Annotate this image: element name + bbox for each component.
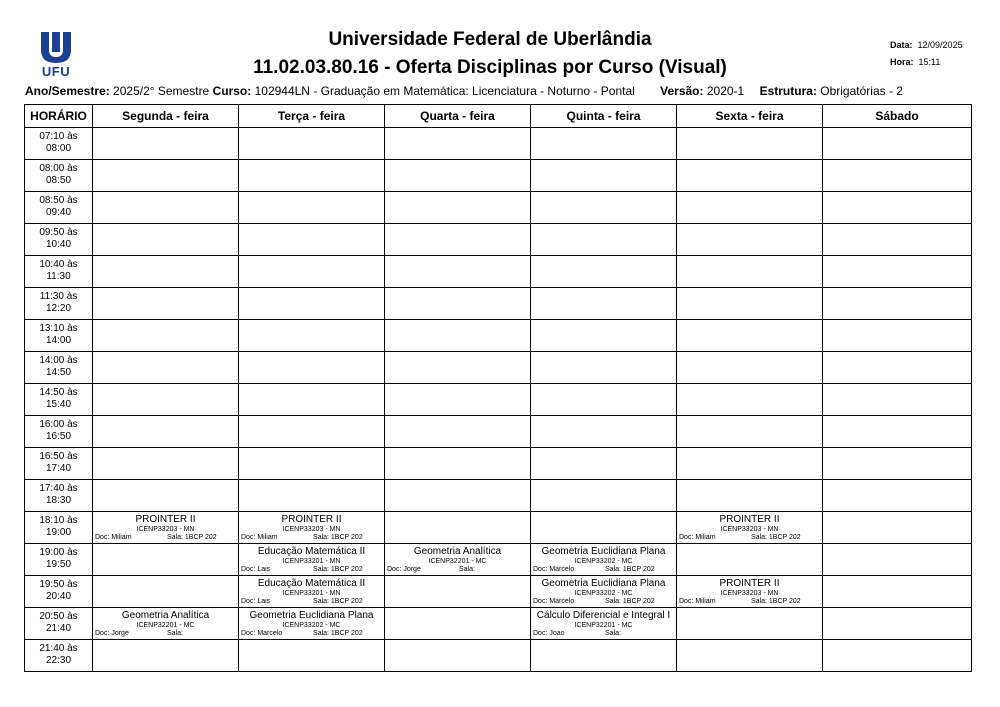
time-slot-cell xyxy=(25,256,93,288)
schedule-cell xyxy=(531,320,677,352)
time-slot-cell xyxy=(25,224,93,256)
schedule-cell xyxy=(385,352,531,384)
schedule-cell xyxy=(239,640,385,672)
time-slot-cell xyxy=(25,160,93,192)
schedule-cell xyxy=(239,192,385,224)
class-room: Sala: 1BCP 202 xyxy=(313,534,363,541)
time-slot-end: 15:40 xyxy=(45,399,72,410)
class-teacher: Doc: Miliam xyxy=(679,534,716,541)
time-slot-start: 14:50 às xyxy=(39,387,78,398)
class-code: ICENP32201 - MC xyxy=(136,622,195,629)
schedule-cell xyxy=(239,576,385,608)
class-teacher: Doc: Lais xyxy=(241,598,271,605)
structure-label: Estrutura: xyxy=(759,84,817,98)
table-row xyxy=(25,480,972,512)
report-header xyxy=(0,0,1000,100)
schedule-cell xyxy=(239,544,385,576)
class-code: ICENP32201 - MC xyxy=(574,622,633,629)
class-name: Geometria Analítica xyxy=(413,546,502,557)
course-info-line xyxy=(25,84,903,98)
class-code: ICENP33202 - MC xyxy=(574,558,633,565)
class-name: PROINTER II xyxy=(135,514,196,525)
class-name: Geometria Euclidiana Plana xyxy=(541,578,666,589)
class-room: Sala: 1BCP 202 xyxy=(751,598,801,605)
class-code: ICENP33203 - MN xyxy=(720,526,779,533)
class-code: ICENP32201 - MC xyxy=(428,558,487,565)
class-entry xyxy=(239,544,384,575)
class-room: Sala: xyxy=(605,630,621,637)
table-header-row xyxy=(25,105,972,128)
class-name: Geometria Euclidiana Plana xyxy=(249,610,374,621)
time-slot-end: 17:40 xyxy=(45,463,72,474)
schedule-cell xyxy=(93,608,239,640)
table-row xyxy=(25,416,972,448)
schedule-cell xyxy=(239,224,385,256)
schedule-cell xyxy=(531,448,677,480)
course-label: Curso: xyxy=(212,84,252,98)
schedule-cell xyxy=(239,160,385,192)
time-slot-cell xyxy=(25,192,93,224)
schedule-cell xyxy=(239,416,385,448)
time-slot-start: 08:00 às xyxy=(39,163,78,174)
schedule-cell xyxy=(239,512,385,544)
time-slot-end: 19:00 xyxy=(45,527,72,538)
table-row xyxy=(25,352,972,384)
schedule-cell xyxy=(823,320,972,352)
time-slot-cell xyxy=(25,576,93,608)
time-slot-start: 07:10 às xyxy=(39,131,78,142)
time-slot-start: 14:00 às xyxy=(39,355,78,366)
semester-value: 2025/2° Semestre xyxy=(113,84,210,98)
schedule-cell xyxy=(677,640,823,672)
schedule-cell xyxy=(385,576,531,608)
time-slot-start: 19:00 às xyxy=(39,547,78,558)
schedule-cell xyxy=(531,128,677,160)
time-slot-start: 10:40 às xyxy=(39,259,78,270)
schedule-cell xyxy=(823,544,972,576)
class-entry xyxy=(239,512,384,543)
date-meta xyxy=(890,40,963,50)
time-slot-start: 16:00 às xyxy=(39,419,78,430)
schedule-cell xyxy=(823,448,972,480)
schedule-cell xyxy=(677,480,823,512)
schedule-cell xyxy=(385,544,531,576)
schedule-cell xyxy=(93,512,239,544)
course-value: 102944LN - Graduação em Matemática: Licenciatura - Noturno - Pontal xyxy=(254,84,635,98)
table-row xyxy=(25,160,972,192)
schedule-cell xyxy=(239,288,385,320)
schedule-cell xyxy=(823,288,972,320)
schedule-cell xyxy=(385,288,531,320)
class-entry xyxy=(239,576,384,607)
column-header-day: Sexta - feira xyxy=(677,105,823,128)
version-value: 2020-1 xyxy=(706,84,745,98)
class-name: PROINTER II xyxy=(719,578,780,589)
schedule-cell xyxy=(239,128,385,160)
schedule-cell xyxy=(93,480,239,512)
time-slot-start: 19:50 às xyxy=(39,579,78,590)
schedule-cell xyxy=(385,256,531,288)
class-name: Educação Matemática II xyxy=(257,546,366,557)
semester-label: Ano/Semestre: xyxy=(25,84,110,98)
class-room: Sala: 1BCP 202 xyxy=(313,566,363,573)
time-slot-end: 09:40 xyxy=(45,207,72,218)
schedule-cell xyxy=(239,480,385,512)
table-row xyxy=(25,128,972,160)
schedule-cell xyxy=(531,192,677,224)
schedule-cell xyxy=(93,192,239,224)
schedule-cell xyxy=(93,448,239,480)
class-teacher: Doc: Jorge xyxy=(387,566,421,573)
schedule-cell xyxy=(239,352,385,384)
schedule-cell xyxy=(531,576,677,608)
table-row xyxy=(25,640,972,672)
schedule-cell xyxy=(531,608,677,640)
class-entry xyxy=(677,576,822,607)
schedule-table xyxy=(24,104,972,672)
schedule-cell xyxy=(677,320,823,352)
schedule-cell xyxy=(677,192,823,224)
schedule-cell xyxy=(385,640,531,672)
version-label: Versão: xyxy=(660,84,704,98)
schedule-cell xyxy=(677,160,823,192)
table-row xyxy=(25,192,972,224)
schedule-cell xyxy=(93,576,239,608)
class-code: ICENP33203 - MN xyxy=(282,526,341,533)
time-value: 15:11 xyxy=(918,57,941,67)
schedule-cell xyxy=(93,544,239,576)
schedule-cell xyxy=(385,480,531,512)
time-slot-end: 18:30 xyxy=(45,495,72,506)
time-slot-start: 18:10 às xyxy=(39,515,78,526)
class-entry xyxy=(677,512,822,543)
schedule-cell xyxy=(239,256,385,288)
table-row xyxy=(25,256,972,288)
schedule-cell xyxy=(823,224,972,256)
class-entry xyxy=(385,544,530,575)
time-slot-end: 14:00 xyxy=(45,335,72,346)
schedule-cell xyxy=(531,256,677,288)
schedule-cell xyxy=(677,384,823,416)
schedule-cell xyxy=(531,416,677,448)
schedule-cell xyxy=(93,160,239,192)
table-row xyxy=(25,224,972,256)
page-title: Universidade Federal de Uberlândia xyxy=(328,29,652,50)
column-header-day: Quinta - feira xyxy=(531,105,677,128)
time-slot-end: 11:30 xyxy=(46,271,71,282)
time-slot-cell xyxy=(25,448,93,480)
logo-text: UFU xyxy=(41,64,71,79)
time-slot-cell xyxy=(25,384,93,416)
time-slot-cell xyxy=(25,608,93,640)
time-slot-end: 12:20 xyxy=(45,303,72,314)
date-label: Data: xyxy=(890,40,913,50)
table-row xyxy=(25,320,972,352)
time-slot-end: 16:50 xyxy=(45,431,72,442)
schedule-cell xyxy=(239,320,385,352)
class-room: Sala: 1BCP 202 xyxy=(313,630,363,637)
schedule-cell xyxy=(385,608,531,640)
class-name: Geometria Analítica xyxy=(121,610,210,621)
class-code: ICENP33203 - MN xyxy=(720,590,779,597)
time-slot-start: 20:50 às xyxy=(39,611,78,622)
schedule-cell xyxy=(677,544,823,576)
schedule-cell xyxy=(239,608,385,640)
table-row xyxy=(25,608,972,640)
class-room: Sala: 1BCP 202 xyxy=(605,566,655,573)
class-name: PROINTER II xyxy=(281,514,342,525)
class-room: Sala: 1BCP 202 xyxy=(167,534,217,541)
schedule-cell xyxy=(531,160,677,192)
time-slot-cell xyxy=(25,128,93,160)
time-slot-cell xyxy=(25,640,93,672)
schedule-cell xyxy=(677,416,823,448)
class-name: Educação Matemática II xyxy=(257,578,366,589)
class-entry xyxy=(93,512,238,543)
schedule-body xyxy=(25,128,972,672)
schedule-cell xyxy=(823,256,972,288)
schedule-cell xyxy=(823,128,972,160)
schedule-cell xyxy=(93,320,239,352)
class-entry xyxy=(531,576,676,607)
time-slot-start: 21:40 às xyxy=(39,643,78,654)
schedule-cell xyxy=(93,384,239,416)
time-slot-start: 16:50 às xyxy=(39,451,78,462)
date-value: 12/09/2025 xyxy=(917,40,963,50)
time-slot-end: 08:00 xyxy=(45,143,72,154)
page-subtitle: 11.02.03.80.16 - Oferta Disciplinas por Curso (Visual) xyxy=(253,57,727,78)
schedule-cell xyxy=(385,512,531,544)
time-slot-start: 09:50 às xyxy=(39,227,78,238)
column-header-day: Sábado xyxy=(823,105,972,128)
class-room: Sala: 1BCP 202 xyxy=(751,534,801,541)
schedule-cell xyxy=(677,576,823,608)
time-slot-end: 22:30 xyxy=(45,655,72,666)
schedule-cell xyxy=(385,448,531,480)
column-header-horario: HORÁRIO xyxy=(25,105,93,128)
schedule-cell xyxy=(385,224,531,256)
class-teacher: Doc: Lais xyxy=(241,566,271,573)
schedule-cell xyxy=(385,128,531,160)
class-name: Cálculo Diferencial e Integral I xyxy=(536,610,671,621)
class-teacher: Doc: Marcelo xyxy=(241,630,283,637)
class-teacher: Doc: Jorge xyxy=(95,630,129,637)
table-row xyxy=(25,576,972,608)
schedule-cell xyxy=(531,288,677,320)
class-teacher: Doc: Miliam xyxy=(241,534,278,541)
time-slot-start: 08:50 às xyxy=(39,195,78,206)
time-slot-end: 21:40 xyxy=(45,623,72,634)
column-header-day: Quarta - feira xyxy=(385,105,531,128)
schedule-cell xyxy=(93,288,239,320)
time-slot-cell xyxy=(25,288,93,320)
schedule-cell xyxy=(93,224,239,256)
schedule-cell xyxy=(823,512,972,544)
class-teacher: Doc: Miliam xyxy=(679,598,716,605)
schedule-cell xyxy=(823,608,972,640)
table-row xyxy=(25,288,972,320)
schedule-cell xyxy=(823,416,972,448)
schedule-cell xyxy=(823,160,972,192)
class-teacher: Doc: Marcelo xyxy=(533,566,575,573)
time-slot-cell xyxy=(25,544,93,576)
time-label: Hora: xyxy=(890,57,914,67)
class-code: ICENP33203 - MN xyxy=(136,526,195,533)
schedule-cell xyxy=(239,384,385,416)
column-header-day: Terça - feira xyxy=(239,105,385,128)
time-meta xyxy=(890,57,940,67)
class-code: ICENP33201 - MN xyxy=(282,590,341,597)
class-entry xyxy=(93,608,238,639)
class-teacher: Doc: Joao xyxy=(533,630,565,637)
class-entry xyxy=(531,544,676,575)
column-header-day: Segunda - feira xyxy=(93,105,239,128)
schedule-cell xyxy=(823,576,972,608)
schedule-cell xyxy=(385,416,531,448)
table-row xyxy=(25,544,972,576)
class-room: Sala: xyxy=(459,566,475,573)
schedule-cell xyxy=(677,128,823,160)
class-code: ICENP33202 - MC xyxy=(574,590,633,597)
time-slot-start: 11:30 às xyxy=(39,291,78,302)
time-slot-end: 10:40 xyxy=(45,239,72,250)
schedule-cell xyxy=(677,256,823,288)
schedule-cell xyxy=(93,352,239,384)
schedule-cell xyxy=(93,640,239,672)
schedule-cell xyxy=(531,512,677,544)
table-row xyxy=(25,448,972,480)
class-code: ICENP33202 - MC xyxy=(282,622,341,629)
schedule-cell xyxy=(677,288,823,320)
structure-value: Obrigatórias - 2 xyxy=(820,84,903,98)
schedule-cell xyxy=(385,192,531,224)
schedule-cell xyxy=(385,384,531,416)
class-room: Sala: 1BCP 202 xyxy=(605,598,655,605)
schedule-cell xyxy=(531,224,677,256)
schedule-cell xyxy=(531,544,677,576)
schedule-cell xyxy=(823,640,972,672)
schedule-cell xyxy=(93,416,239,448)
time-slot-cell xyxy=(25,416,93,448)
schedule-cell xyxy=(531,480,677,512)
class-room: Sala: xyxy=(167,630,183,637)
schedule-cell xyxy=(385,320,531,352)
schedule-cell xyxy=(823,192,972,224)
schedule-cell xyxy=(93,128,239,160)
time-slot-end: 20:40 xyxy=(45,591,72,602)
schedule-cell xyxy=(823,352,972,384)
table-row xyxy=(25,512,972,544)
class-teacher: Doc: Marcelo xyxy=(533,598,575,605)
time-slot-end: 14:50 xyxy=(45,367,72,378)
schedule-cell xyxy=(531,352,677,384)
time-slot-cell xyxy=(25,352,93,384)
schedule-cell xyxy=(531,640,677,672)
time-slot-start: 17:40 às xyxy=(39,483,78,494)
class-teacher: Doc: Miliam xyxy=(95,534,132,541)
class-entry xyxy=(239,608,384,639)
time-slot-cell xyxy=(25,480,93,512)
time-slot-end: 08:50 xyxy=(45,175,72,186)
class-name: PROINTER II xyxy=(719,514,780,525)
time-slot-cell xyxy=(25,512,93,544)
schedule-cell xyxy=(677,608,823,640)
time-slot-end: 19:50 xyxy=(45,559,72,570)
schedule-cell xyxy=(531,384,677,416)
schedule-cell xyxy=(385,160,531,192)
class-room: Sala: 1BCP 202 xyxy=(313,598,363,605)
schedule-cell xyxy=(677,352,823,384)
table-row xyxy=(25,384,972,416)
class-entry xyxy=(531,608,676,639)
schedule-cell xyxy=(823,384,972,416)
schedule-cell xyxy=(677,224,823,256)
time-slot-start: 13:10 às xyxy=(39,323,78,334)
schedule-cell xyxy=(93,256,239,288)
schedule-cell xyxy=(677,448,823,480)
class-name: Geometria Euclidiana Plana xyxy=(541,546,666,557)
schedule-cell xyxy=(823,480,972,512)
schedule-cell xyxy=(239,448,385,480)
time-slot-cell xyxy=(25,320,93,352)
schedule-cell xyxy=(677,512,823,544)
class-code: ICENP33201 - MN xyxy=(282,558,341,565)
